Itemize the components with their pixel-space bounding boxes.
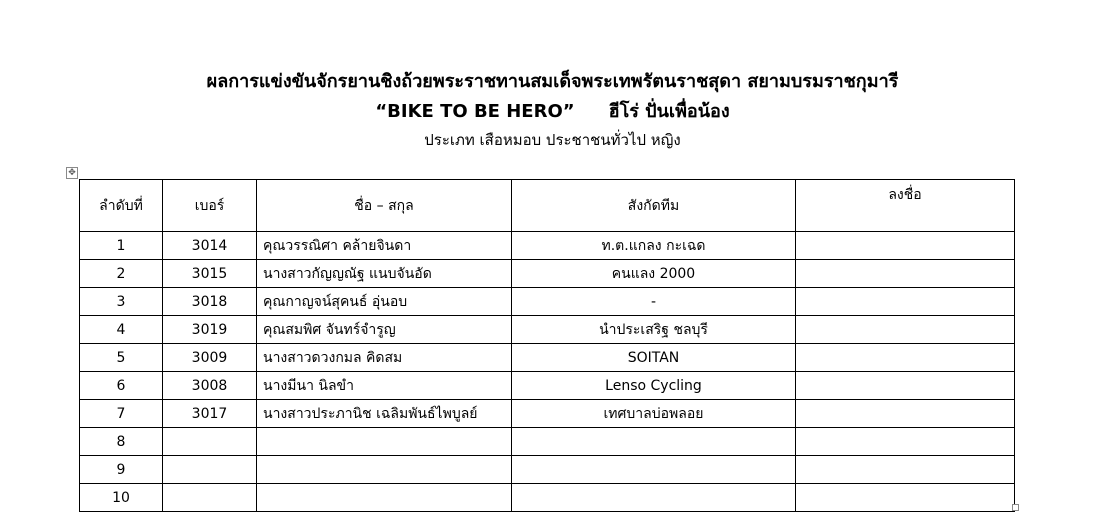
cell-team — [512, 484, 796, 512]
cell-bib — [163, 288, 257, 316]
table-body — [80, 232, 1015, 512]
cell-team-text: - — [650, 293, 657, 310]
cell-seq — [80, 372, 163, 400]
cell-seq-text: 7 — [116, 405, 126, 422]
cell-signature — [796, 288, 1015, 316]
cell-bib — [163, 456, 257, 484]
cell-team-text: เทศบาลบ่อพลอย — [603, 405, 704, 422]
cell-team — [512, 400, 796, 428]
cell-seq — [80, 344, 163, 372]
cell-seq — [80, 260, 163, 288]
event-thai-name: ฮีโร่ ปั่นเพื่อน้อง — [608, 101, 730, 122]
table-header-row — [80, 180, 1015, 232]
cell-bib-text: 3019 — [191, 321, 228, 338]
cell-seq — [80, 428, 163, 456]
cell-signature — [796, 260, 1015, 288]
cell-signature — [796, 316, 1015, 344]
cell-seq — [80, 232, 163, 260]
cell-team — [512, 344, 796, 372]
cell-team-text: SOITAN — [627, 349, 680, 366]
table-row — [80, 400, 1015, 428]
cell-seq — [80, 288, 163, 316]
cell-seq-text: 2 — [116, 265, 126, 282]
cell-bib — [163, 232, 257, 260]
cell-signature — [796, 428, 1015, 456]
cell-seq-text: 5 — [116, 349, 126, 366]
cell-name — [257, 344, 512, 372]
table-row — [80, 484, 1015, 512]
cell-name-text: นางมีนา นิลขำ — [263, 377, 354, 394]
cell-signature — [796, 400, 1015, 428]
cell-team — [512, 428, 796, 456]
cell-signature — [796, 372, 1015, 400]
cell-seq-text: 9 — [116, 461, 126, 478]
cell-team — [512, 288, 796, 316]
cell-seq — [80, 316, 163, 344]
column-header-seq: ลำดับที่ — [80, 180, 163, 232]
cell-bib-text: 3008 — [191, 377, 228, 394]
cell-bib — [163, 428, 257, 456]
cell-name — [257, 316, 512, 344]
cell-team — [512, 232, 796, 260]
cell-name — [257, 400, 512, 428]
table-row — [80, 344, 1015, 372]
cell-name — [257, 456, 512, 484]
cell-seq-text: 3 — [116, 293, 126, 310]
document-title: ผลการแข่งขันจักรยานชิงถ้วยพระราชทานสมเด็จพระเทพรัตนราชสุดา สยามบรมราชกุมารี — [206, 71, 899, 92]
cell-team — [512, 260, 796, 288]
cell-signature — [796, 232, 1015, 260]
cell-seq-text: 10 — [112, 489, 130, 506]
table-move-handle-icon[interactable]: ✥ — [66, 167, 78, 179]
cell-name — [257, 260, 512, 288]
cell-name-text: นางสาวประภานิช เฉลิมพันธ์ไพบูลย์ — [263, 405, 478, 422]
cell-bib-text: 3015 — [191, 265, 228, 282]
cell-name — [257, 484, 512, 512]
table-row — [80, 428, 1015, 456]
cell-team-text: ท.ต.แกลง กะเฉด — [601, 237, 706, 254]
cell-name-text: นางสาวดวงกมล คิดสม — [263, 349, 403, 366]
cell-team-text: Lenso Cycling — [605, 377, 702, 394]
cell-name-text: คุณวรรณิศา คล้ายจินดา — [263, 237, 412, 254]
cell-signature — [796, 344, 1015, 372]
table-row — [80, 260, 1015, 288]
column-header-signature: ลงชื่อ — [796, 180, 1015, 232]
column-header-bib: เบอร์ — [163, 180, 257, 232]
cell-name-text: คุณกาญจน์สุคนธ์ อุ่นอบ — [263, 293, 408, 310]
table-row — [80, 456, 1015, 484]
cell-signature — [796, 456, 1015, 484]
cell-bib — [163, 372, 257, 400]
cell-bib — [163, 484, 257, 512]
cell-bib-text: 3017 — [191, 405, 228, 422]
cell-bib — [163, 316, 257, 344]
cell-seq — [80, 484, 163, 512]
table-resize-handle[interactable] — [1012, 504, 1019, 511]
cell-seq-text: 1 — [116, 237, 126, 254]
cell-name-text: นางสาวกัญญณัฐ แนบจันอัด — [263, 265, 432, 282]
cell-signature — [796, 484, 1015, 512]
cell-name — [257, 428, 512, 456]
table-row — [80, 372, 1015, 400]
event-subtitle — [0, 96, 1105, 125]
column-header-name: ชื่อ – สกุล — [257, 180, 512, 232]
cell-seq-text: 4 — [116, 321, 126, 338]
category-line: ประเภท เสือหมอบ ประชาชนทั่วไป หญิง — [424, 131, 681, 149]
cell-bib-text: 3018 — [191, 293, 228, 310]
cell-team — [512, 456, 796, 484]
cell-name-text: คุณสมพิศ จันทร์จำรูญ — [263, 321, 396, 338]
cell-name — [257, 372, 512, 400]
column-header-team: สังกัดทีม — [512, 180, 796, 232]
results-table — [79, 179, 1015, 512]
table-row — [80, 232, 1015, 260]
cell-seq-text: 6 — [116, 377, 126, 394]
event-name: “BIKE TO BE HERO” — [375, 101, 575, 122]
cell-seq — [80, 400, 163, 428]
cell-bib-text: 3009 — [191, 349, 228, 366]
cell-team-text: คนแลง 2000 — [611, 265, 696, 282]
cell-bib — [163, 400, 257, 428]
table-row — [80, 316, 1015, 344]
table-row — [80, 288, 1015, 316]
cell-name — [257, 232, 512, 260]
cell-seq — [80, 456, 163, 484]
cell-bib — [163, 344, 257, 372]
cell-seq-text: 8 — [116, 433, 126, 450]
cell-name — [257, 288, 512, 316]
cell-team — [512, 372, 796, 400]
cell-bib — [163, 260, 257, 288]
cell-team-text: นำประเสริฐ ชลบุรี — [599, 321, 708, 338]
cell-bib-text: 3014 — [191, 237, 228, 254]
cell-team — [512, 316, 796, 344]
